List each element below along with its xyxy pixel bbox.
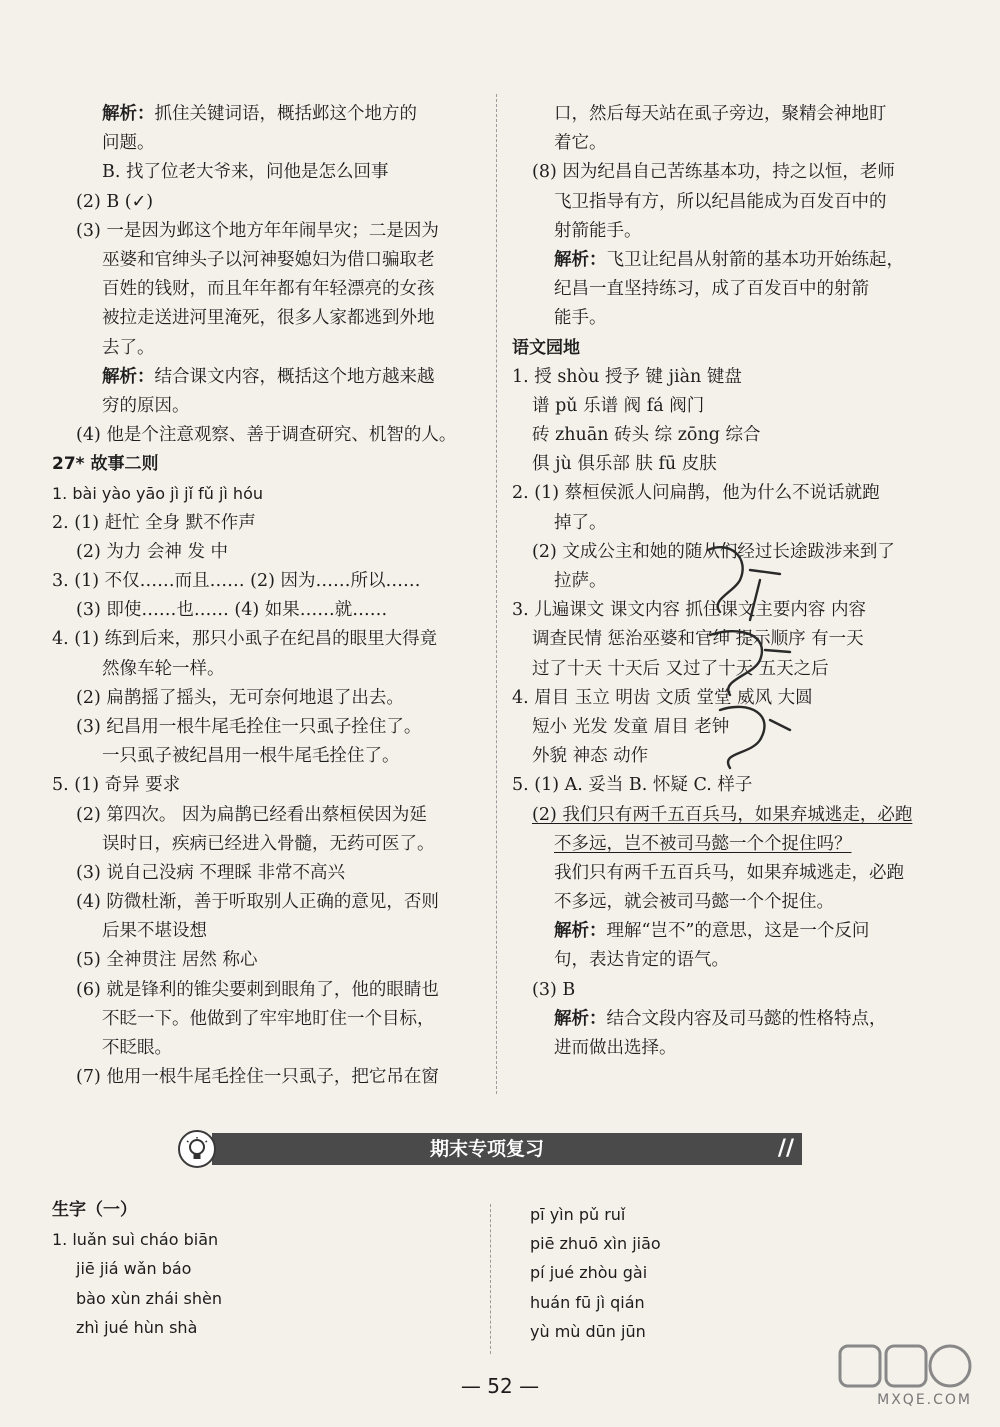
answer-line: [52, 801, 484, 830]
answer-line-text: 解析：抓住关键词语，概括邺这个地方的: [102, 104, 417, 124]
answer-line-text: 27* 故事二则: [52, 454, 159, 475]
answer-line-text: 百姓的钱财，而且年年都有年轻漂亮的女孩: [102, 279, 435, 300]
answer-line-text: 穷的原因。: [102, 395, 190, 416]
answer-line-text: 进而做出选择。: [554, 1038, 677, 1058]
bottom-left-column: [52, 1196, 484, 1342]
answer-line: [52, 304, 484, 333]
answer-line-text: 纪昌一直坚持练习，成了百发百中的射箭: [554, 279, 869, 300]
answer-line-text: (2) 为力 会神 发 中: [76, 541, 229, 562]
answer-line-text: 2. (1) 赶忙 全身 默不作声: [52, 512, 256, 533]
answer-line-text: (2) 文成公主和她的随从们经过长途跋涉来到了: [532, 541, 895, 562]
answer-line-text: (4) 防微杜渐，善于听取别人正确的意见，否则: [76, 892, 439, 913]
answer-line: [512, 830, 952, 859]
answer-line-text: 巫婆和官绅头子以河神娶媳妇为借口骗取老: [102, 249, 435, 270]
answer-line: [52, 246, 484, 275]
page-number: — 52 —: [460, 1374, 540, 1398]
answer-line: [512, 421, 952, 450]
answer-line-text: 句，表达肯定的语气。: [554, 950, 729, 971]
answer-line-text: pí jué zhòu gài: [530, 1263, 648, 1283]
answer-line: [52, 917, 484, 946]
answer-line-text: 5. (1) 奇异 要求: [52, 775, 181, 796]
answer-line: [512, 158, 952, 187]
answer-line: [52, 859, 484, 888]
answer-line: [52, 538, 484, 567]
answer-line: [512, 976, 952, 1005]
answer-line-text: 掉了。: [554, 512, 607, 533]
answer-line-text: (7) 他用一根牛尾毛拴住一只虱子，把它吊在窗: [76, 1067, 439, 1088]
answer-line: [52, 1034, 484, 1063]
answer-line: [512, 188, 952, 217]
answer-line: [530, 1229, 950, 1258]
answer-line-text: 生字（一）: [52, 1200, 137, 1220]
answer-line-text: piē zhuō xìn jiāo: [530, 1234, 661, 1254]
answer-line: [52, 1313, 484, 1342]
answer-line: [512, 888, 952, 917]
answer-line: [512, 946, 952, 975]
answer-line: [512, 479, 952, 508]
analysis-label: 解析：: [554, 921, 607, 942]
watermark-logo: [832, 1340, 982, 1420]
section-heading: [512, 334, 952, 363]
answer-line-text: 5. (1) A. 妥当 B. 怀疑 C. 样子: [512, 775, 753, 796]
answer-line-text: (6) 就是锋利的锥尖要刺到眼角了，他的眼睛也: [76, 979, 439, 1000]
answer-line: [512, 1034, 952, 1063]
answer-line: [52, 1005, 484, 1034]
answer-line-text: 口，然后每天站在虱子旁边，聚精会神地盯: [554, 104, 887, 124]
answer-line: [52, 655, 484, 684]
answer-line: [52, 421, 484, 450]
answer-line-text: (2) 我们只有两千五百兵马，如果弃城逃走，必跑: [532, 804, 913, 825]
left-column: [52, 100, 484, 1092]
answer-line-text: 后果不堪设想: [102, 921, 207, 942]
answer-line-text: 不眨眼。: [102, 1038, 172, 1058]
answer-line-text: 我们只有两千五百兵马，如果弃城逃走，必跑: [554, 862, 904, 883]
answer-line: [512, 509, 952, 538]
answer-line: [52, 713, 484, 742]
answer-line-text: 能手。: [554, 308, 607, 329]
answer-line-text: 俱 jù 俱乐部 肤 fū 皮肤: [532, 454, 717, 475]
answer-line: [52, 1225, 484, 1254]
answer-line: [512, 129, 952, 158]
answer-line-text: 解析：理解“岂不”的意思，这是一个反问: [554, 921, 870, 942]
answer-line-text: 然像车轮一样。: [102, 658, 225, 679]
answer-line: [512, 859, 952, 888]
answer-line: [512, 363, 952, 392]
answer-line-text: 过了十天 十天后 又过了十天 五天之后: [532, 658, 829, 679]
answer-line: [52, 217, 484, 246]
answer-line: [512, 304, 952, 333]
answer-line-text: 飞卫指导有方，所以纪昌能成为百发百中的: [554, 191, 887, 212]
answer-line: [52, 100, 484, 129]
analysis-label: 解析：: [102, 366, 155, 387]
answer-line-text: 4. 眉目 玉立 明齿 文质 堂堂 威风 大圆: [512, 687, 813, 708]
answer-line-text: (3) B: [532, 979, 576, 1000]
answer-line: [530, 1200, 950, 1229]
answer-line: [512, 392, 952, 421]
answer-line-text: 不眨一下。他做到了牢牢地盯住一个目标，: [102, 1008, 435, 1029]
answer-line-text: 谱 pǔ 乐谱 阀 fá 阀门: [532, 395, 705, 416]
answer-line: [52, 684, 484, 713]
answer-line: [512, 801, 952, 830]
answer-line-text: 2. (1) 蔡桓侯派人问扁鹊，他为什么不说话就跑: [512, 483, 880, 504]
answer-line-text: bào xùn zhái shèn: [76, 1288, 223, 1308]
answer-line: [52, 567, 484, 596]
handwritten-scribble: [690, 540, 800, 770]
analysis-label: 解析：: [102, 104, 155, 124]
answer-line-text: 着它。: [554, 133, 607, 154]
analysis-label: 解析：: [554, 249, 607, 270]
answer-line: [52, 1254, 484, 1283]
answer-line: [52, 392, 484, 421]
answer-line-text: 不多远，就会被司马懿一个个捉住。: [554, 892, 834, 913]
answer-line-text: 砖 zhuān 砖头 综 zōng 综合: [532, 425, 761, 446]
answer-line-text: 1. luǎn suì cháo biān: [52, 1230, 219, 1250]
bottom-column-divider: [490, 1204, 491, 1354]
answer-line-text: 射箭能手。: [554, 220, 642, 241]
answer-line: [530, 1288, 950, 1317]
answer-line-text: huán fū jì qián: [530, 1292, 645, 1312]
answer-line-text: 解析：结合课文内容，概括这个地方越来越: [102, 366, 435, 387]
answer-line: [52, 625, 484, 654]
answer-line-text: 调查民情 惩治巫婆和官绅 提示顺序 有一天: [532, 629, 864, 650]
section-banner: [178, 1130, 800, 1168]
answer-line-text: pī yìn pǔ ruǐ: [530, 1205, 626, 1224]
answer-line-text: (3) 说自己没病 不理睬 非常不高兴: [76, 862, 345, 883]
column-divider: [496, 94, 497, 1094]
answer-line-text: 1. 授 shòu 授予 键 jiàn 键盘: [512, 366, 742, 387]
answer-line: [512, 1005, 952, 1034]
answer-line-text: (2) 扁鹊摇了摇头，无可奈何地退了出去。: [76, 687, 404, 708]
answer-line: [52, 1284, 484, 1313]
answer-line: [512, 246, 952, 275]
section-heading: [52, 450, 484, 479]
answer-line: [52, 363, 484, 392]
answer-line-text: (2) 第四次。 因为扁鹊已经看出蔡桓侯因为延: [76, 804, 427, 825]
answer-line: [512, 917, 952, 946]
answer-line: [512, 100, 952, 129]
answer-line: [52, 830, 484, 859]
answer-line-text: 不多远，岂不被司马懿一个个捉住吗？: [554, 833, 852, 854]
answer-line-text: 1. bài yào yāo jì jǐ fǔ jì hóu: [52, 484, 263, 504]
section-heading: [52, 1196, 484, 1225]
answer-line-text: 问题。: [102, 133, 155, 154]
answer-line: [52, 888, 484, 917]
answer-line-text: (3) 一是因为邺这个地方年年闹旱灾；二是因为: [76, 220, 439, 241]
answer-line-text: (2) B (✓): [76, 191, 154, 212]
answer-line-text: 解析：结合文段内容及司马懿的性格特点，: [554, 1008, 887, 1029]
answer-line: [52, 596, 484, 625]
answer-line-text: 语文园地: [512, 337, 580, 358]
analysis-label: 解析：: [554, 1008, 607, 1029]
watermark-text: MXQE.COM: [877, 1392, 972, 1408]
answer-line-text: 3. (1) 不仅……而且…… (2) 因为……所以……: [52, 571, 421, 591]
answer-line: [52, 158, 484, 187]
answer-line: [52, 334, 484, 363]
answer-line: [530, 1258, 950, 1287]
answer-line-text: 拉萨。: [554, 571, 607, 591]
answer-line-text: 短小 光发 发童 眉目 老钟: [532, 716, 730, 737]
answer-line-text: (5) 全神贯注 居然 称心: [76, 950, 258, 971]
answer-line-text: (8) 因为纪昌自己苦练基本功，持之以恒，老师: [532, 162, 895, 183]
answer-line: [52, 129, 484, 158]
banner-bar: [212, 1133, 802, 1165]
answer-line-text: 外貌 神态 动作: [532, 746, 649, 767]
answer-line: [52, 771, 484, 800]
bottom-right-column: [530, 1200, 950, 1346]
answer-line: [52, 479, 484, 508]
answer-line: [512, 275, 952, 304]
answer-line: [52, 275, 484, 304]
answer-line-text: 解析：飞卫让纪昌从射箭的基本功开始练起，: [554, 249, 904, 270]
answer-line-text: yù mù dūn jūn: [530, 1321, 646, 1341]
answer-line-text: 4. (1) 练到后来，那只小虱子在纪昌的眼里大得竟: [52, 629, 438, 650]
answer-line-text: jiē jiá wǎn báo: [76, 1259, 192, 1279]
answer-line: [52, 188, 484, 217]
answer-line: [512, 217, 952, 246]
answer-line-text: 3. 儿遍课文 课文内容 抓住课文主要内容 内容: [512, 600, 866, 621]
answer-line: [52, 509, 484, 538]
answer-line: [52, 976, 484, 1005]
answer-line-text: (4) 他是个注意观察、善于调查研究、机智的人。: [76, 425, 457, 446]
banner-slashes: //: [777, 1136, 794, 1161]
answer-line-text: 去了。: [102, 337, 155, 358]
banner-title: 期末专项复习: [429, 1138, 544, 1160]
answer-line-text: zhì jué hùn shà: [76, 1317, 198, 1337]
answer-line-text: 被拉走送进河里淹死，很多人家都逃到外地: [102, 308, 435, 329]
answer-line: [52, 742, 484, 771]
answer-line-text: 一只虱子被纪昌用一根牛尾毛拴住了。: [102, 746, 400, 767]
answer-line: [52, 1063, 484, 1092]
answer-line-text: (3) 即使……也…… (4) 如果……就……: [76, 600, 388, 621]
answer-line-text: B. 找了位老大爷来，问他是怎么回事: [102, 162, 389, 183]
answer-line-text: (3) 纪昌用一根牛尾毛拴住一只虱子拴住了。: [76, 716, 422, 737]
answer-line: [512, 450, 952, 479]
answer-line: [52, 946, 484, 975]
answer-line-text: 误时日，疾病已经进入骨髓，无药可医了。: [102, 833, 435, 854]
answer-line: [512, 771, 952, 800]
lightbulb-icon: [178, 1130, 216, 1168]
